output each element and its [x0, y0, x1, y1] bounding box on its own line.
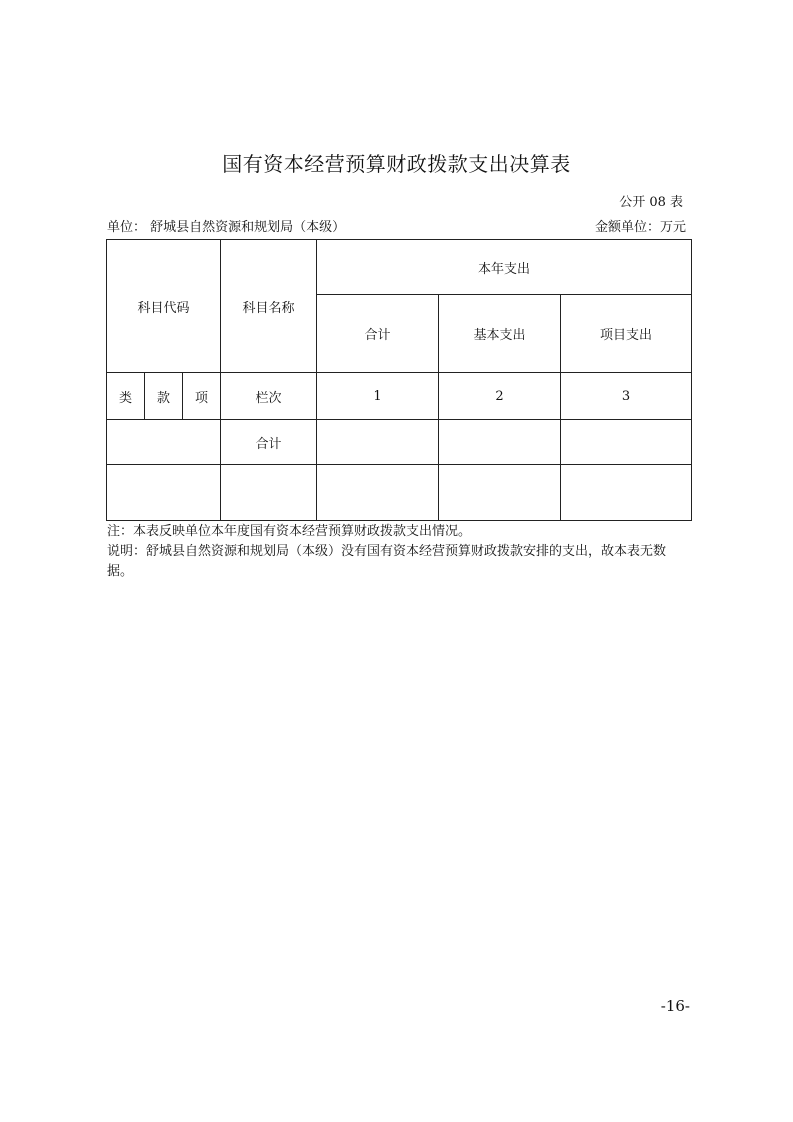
- empty-basic-cell: [439, 465, 561, 521]
- sum-total-cell: [317, 420, 439, 465]
- section-cell: 款: [145, 373, 183, 420]
- total-header: 合计: [317, 295, 439, 373]
- sum-project-cell: [561, 420, 692, 465]
- item-cell: 项: [183, 373, 221, 420]
- sum-label-cell: 合计: [221, 420, 317, 465]
- sum-code-cell: [107, 420, 221, 465]
- empty-name-cell: [221, 465, 317, 521]
- table-number: 公开 08 表: [619, 195, 683, 210]
- note-text: 注：本表反映单位本年度国有资本经营预算财政拨款支出情况。: [107, 524, 472, 539]
- unit-label: 单位： 舒城县自然资源和规划局（本级）: [107, 220, 346, 235]
- this-year-expense-header: 本年支出: [317, 240, 692, 295]
- empty-code-cell: [107, 465, 221, 521]
- meta-row: [107, 216, 686, 235]
- expense-table: [106, 239, 692, 521]
- explanation-text: 说明：舒城县自然资源和规划局（本级）没有国有资本经营预算财政拨款安排的支出，故本表无数据。: [107, 544, 667, 579]
- column-order-row: [107, 373, 692, 420]
- amount-unit: 金额单位：万元: [594, 220, 686, 235]
- subject-code-header: 科目代码: [107, 240, 221, 373]
- sum-basic-cell: [439, 420, 561, 465]
- header-row-1: [107, 240, 692, 295]
- page-title: 国有资本经营预算财政拨款支出决算表: [222, 152, 571, 176]
- col2-cell: 2: [439, 373, 561, 420]
- empty-total-cell: [317, 465, 439, 521]
- class-cell: 类: [107, 373, 145, 420]
- column-order-cell: 栏次: [221, 373, 317, 420]
- col3-cell: 3: [561, 373, 692, 420]
- subject-name-header: 科目名称: [221, 240, 317, 373]
- project-expense-header: 项目支出: [561, 295, 692, 373]
- notes: [107, 522, 689, 582]
- col1-cell: 1: [317, 373, 439, 420]
- basic-expense-header: 基本支出: [439, 295, 561, 373]
- page-number: -16-: [660, 997, 690, 1015]
- empty-row: [107, 465, 692, 521]
- empty-project-cell: [561, 465, 692, 521]
- sum-row: [107, 420, 692, 465]
